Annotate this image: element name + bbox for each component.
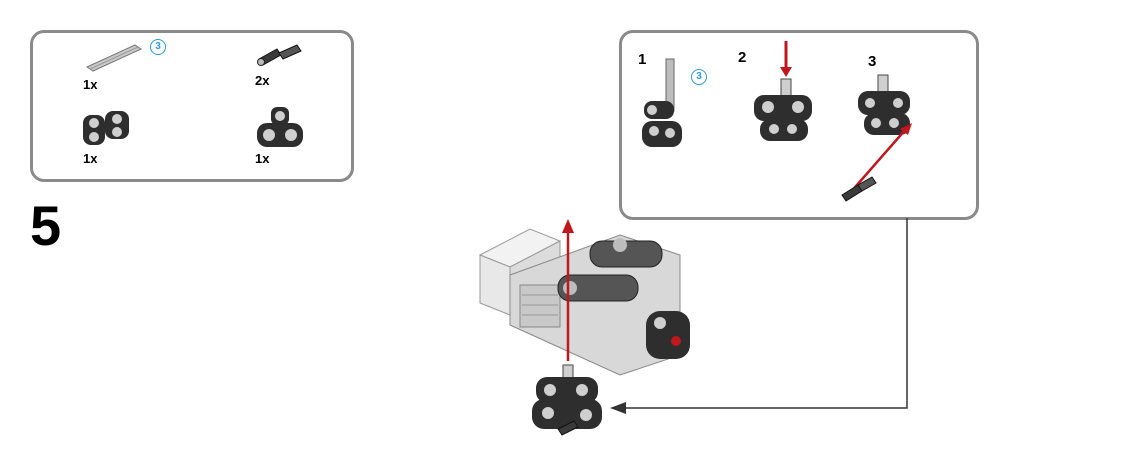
part-quantity-cross-block: 1x — [255, 151, 270, 166]
sub-step-2-illustration — [750, 41, 816, 145]
sub-steps-panel — [619, 30, 979, 220]
part-quantity-axle-pin: 2x — [255, 73, 270, 88]
sub-step-length-callout: 3 — [691, 69, 707, 85]
callout-connector-arrow — [600, 218, 920, 418]
part-length-callout: 3 — [150, 39, 166, 55]
axle-icon — [85, 41, 145, 75]
cross-block-icon — [255, 105, 305, 149]
sub-step-1-illustration — [638, 59, 698, 149]
part-quantity-axle: 1x — [83, 77, 98, 92]
sub-step-number-1: 1 — [638, 51, 647, 68]
sub-step-3-illustration — [842, 73, 952, 213]
angled-connector-icon — [81, 107, 133, 149]
axle-pin-icon — [255, 43, 303, 67]
sub-step-number-3: 3 — [868, 53, 877, 70]
step-number: 5 — [30, 194, 62, 257]
sub-step-number-2: 2 — [738, 49, 747, 66]
part-quantity-angled-connector: 1x — [83, 151, 98, 166]
parts-list-panel — [30, 30, 354, 182]
